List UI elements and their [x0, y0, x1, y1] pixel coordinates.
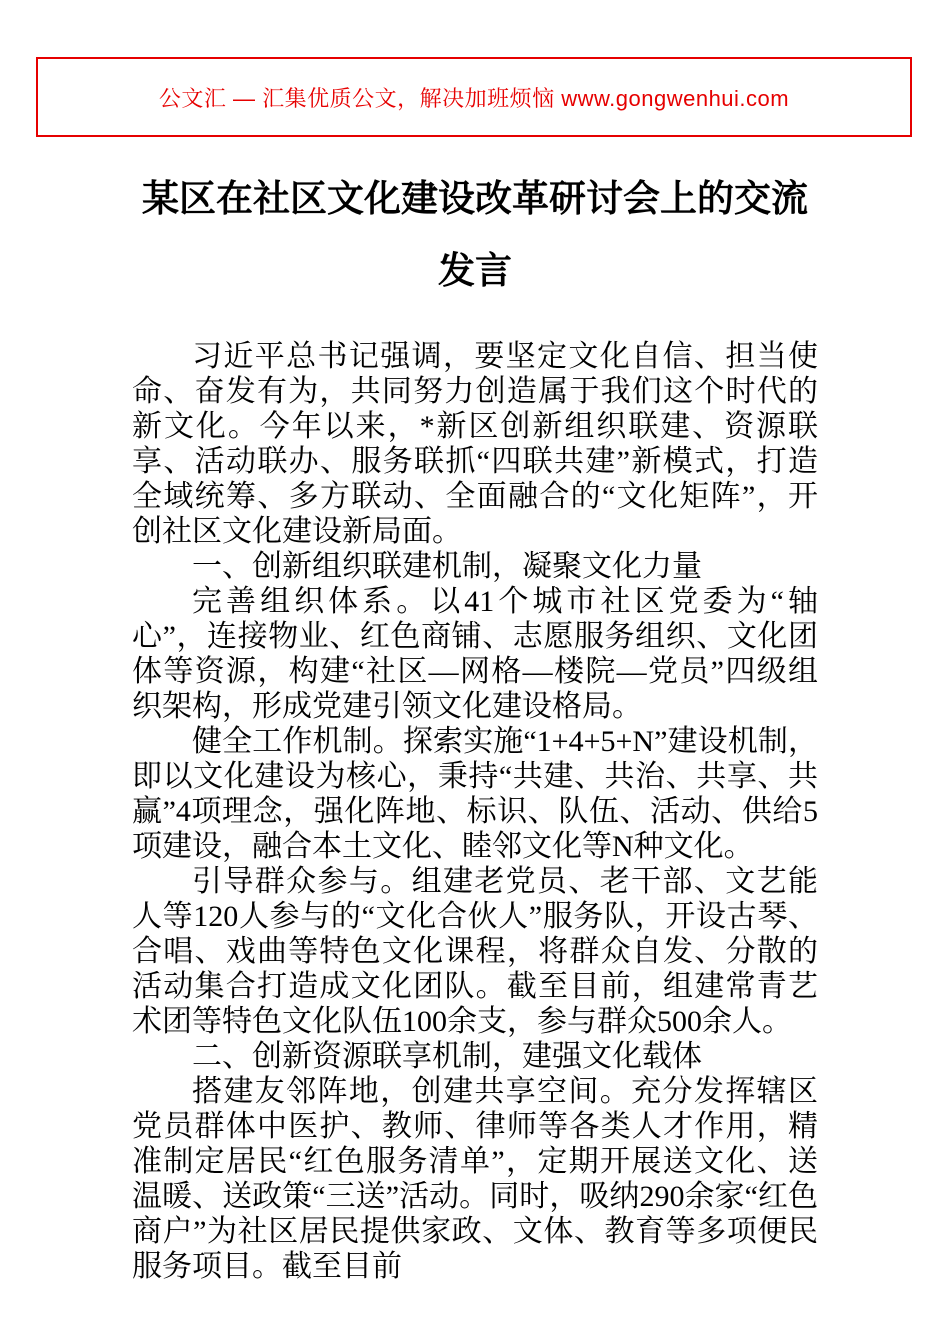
body-paragraph: 习近平总书记强调，要坚定文化自信、担当使命、奋发有为，共同努力创造属于我们这个时代的新文化。今年以来，*新区创新组织联建、资源联享、活动联办、服务联抓“四联共建”新模式，打造全域统筹、多方联动、全面融合的“文化矩阵”，开创社区文化建设新局面。	[132, 340, 818, 548]
document-title: 某区在社区文化建设改革研讨会上的交流发言	[142, 178, 808, 291]
watermark-banner	[36, 57, 912, 137]
watermark-text: 公文汇 — 汇集优质公文，解决加班烦恼 www.gongwenhui.com	[158, 85, 790, 111]
body-paragraph: 搭建友邻阵地，创建共享空间。充分发挥辖区党员群体中医护、教师、律师等各类人才作用，精准制定居民“红色服务清单”，定期开展送文化、送温暖、送政策“三送”活动。同时，吸纳290余家“红色商户”为社区居民提供家政、文体、教育等多项便民服务项目。截至目前	[132, 1075, 818, 1283]
section-heading: 一、创新组织联建机制，凝聚文化力量	[192, 550, 702, 583]
body-paragraph: 引导群众参与。组建老党员、老干部、文艺能人等120人参与的“文化合伙人”服务队，开设古琴、合唱、戏曲等特色文化课程，将群众自发、分散的活动集合打造成文化团队。截至目前，组建常青艺术团等特色文化队伍100余支，参与群众500余人。	[132, 865, 818, 1038]
body-paragraph: 健全工作机制。探索实施“1+4+5+N”建设机制，即以文化建设为核心，秉持“共建、共治、共享、共赢”4项理念，强化阵地、标识、队伍、活动、供给5项建设，融合本土文化、睦邻文化等N种文化。	[132, 725, 818, 863]
body-paragraph: 完善组织体系。以41个城市社区党委为“轴心”，连接物业、红色商铺、志愿服务组织、文化团体等资源，构建“社区—网格—楼院—党员”四级组织架构，形成党建引领文化建设格局。	[132, 585, 818, 723]
document-body	[132, 339, 818, 1284]
section-heading: 二、创新资源联享机制，建强文化载体	[192, 1040, 702, 1073]
